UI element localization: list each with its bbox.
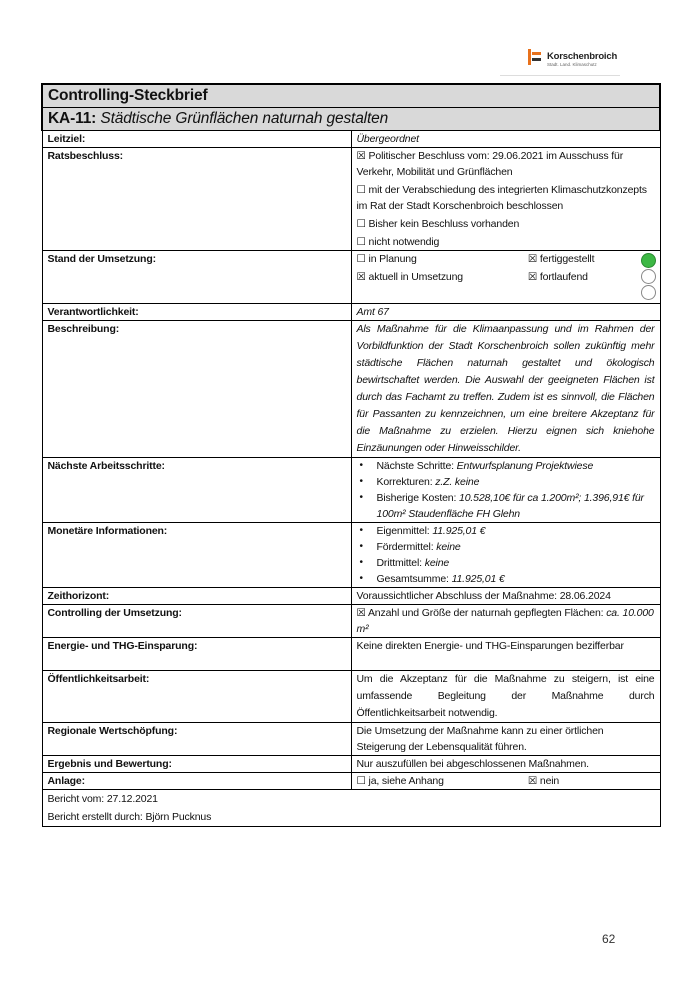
controlling-steckbrief-table [41,83,661,827]
page-number: 62 [602,932,616,946]
value-beschreibung [351,321,660,458]
item-prefix: Drittmittel: [376,557,425,569]
item-value: keine [424,557,450,569]
report-footer [42,790,660,827]
korschenbroich-logo [528,48,628,68]
label-beschreibung: Beschreibung: [42,321,351,458]
value-controlling [351,605,660,638]
row-energie [42,638,660,671]
row-wertschoepfung [42,723,660,756]
traffic-light-yellow [641,269,656,284]
label-energie: Energie- und THG-Einsparung: [42,638,351,671]
label-monetaer: Monetäre Informationen: [42,523,351,588]
value-leitziel [351,131,660,148]
arbeitsschritte-list [357,458,655,522]
logo-tagline: Stadt. Land. Klimaschutz [547,62,597,67]
label-verantwortlichkeit: Verantwortlichkeit: [42,304,351,321]
label-ergebnis: Ergebnis und Bewertung: [42,756,351,773]
row-ratsbeschluss [42,148,660,251]
label-zeithorizont: Zeithorizont: [42,588,351,605]
measure-code: KA-11: [48,110,97,127]
value-wertschoepfung: Die Umsetzung der Maßnahme kann zu einer örtlichen Steigerung der Lebensqualität führen. [351,723,660,756]
bericht-vom: Bericht vom: 27.12.2021 [47,793,158,805]
ratsbeschluss-option-beschluss: ☒ Politischer Beschluss vom: 29.06.2021 im Ausschuss für Verkehr, Mobilität und Grünflächen [356,150,624,178]
value-ergebnis: Nur auszufüllen bei abgeschlossenen Maßnahmen. [351,756,660,773]
ratsbeschluss-option-klimaschutzkonzept: ☐ mit der Verabschiedung des integrierten Klimaschutzkonzepts im Rat der Stadt Korschenbroich beschlossen [356,184,647,212]
row-zeithorizont [42,588,660,605]
anlage-option-ja: ☐ ja, siehe Anhang [356,775,444,787]
list-item [357,474,655,490]
value-arbeitsschritte [351,458,660,523]
value-oeffentlichkeit: Um die Akzeptanz für die Maßnahme zu steigern, ist eine umfassende Begleitung der Maßnahme durch Öffentlichkeitsarbeit notwendig. [351,671,660,723]
item-prefix: Gesamtsumme: [376,573,452,585]
measure-title: Städtische Grünflächen naturnah gestalten [100,110,389,127]
traffic-light-icon [641,253,657,301]
item-prefix: Bisherige Kosten: [376,492,460,504]
row-anlage [42,773,660,790]
item-value: keine [436,541,461,553]
item-value: 11.925,01 € [432,525,486,537]
row-controlling [42,605,660,638]
label-stand: Stand der Umsetzung: [42,251,351,304]
list-item [357,555,655,571]
stand-row-2 [357,269,655,285]
list-item [357,523,655,539]
item-prefix: Fördermittel: [376,541,437,553]
value-zeithorizont: Voraussichtlicher Abschluss der Maßnahme: 28.06.2024 [351,588,660,605]
controlling-text: ☒ Anzahl und Größe der naturnah gepflegten Flächen: [356,607,607,619]
label-anlage: Anlage: [42,773,351,790]
label-controlling: Controlling der Umsetzung: [42,605,351,638]
stand-option-fertiggestellt: ☒ fertiggestellt [527,253,595,265]
list-item [357,458,655,474]
item-value: 10.528,10€ für ca 1.200m²; 1.396,91€ für 100m² Staudenfläche FH Glehn [376,492,644,520]
list-item [357,490,655,522]
item-prefix: Korrekturen: [376,476,436,488]
row-beschreibung [42,321,660,458]
value-ratsbeschluss [351,148,660,251]
anlage-options [357,773,655,789]
ratsbeschluss-option-nicht-notwendig: ☐ nicht notwendig [356,236,440,248]
row-monetaer [42,523,660,588]
value-monetaer [351,523,660,588]
label-ratsbeschluss: Ratsbeschluss: [42,148,351,251]
logo-divider [500,75,620,76]
city-logo-icon [528,49,542,65]
label-wertschoepfung: Regionale Wertschöpfung: [42,723,351,756]
stand-row-1 [357,251,655,267]
row-footer [42,790,660,827]
beschreibung-text: Als Maßnahme für die Klimaanpassung und im Rahmen der Vorbildfunktion der Stadt Korschenbroich sollen zukünftig mehr städtische Flächen naturnah gestaltet und ökologisch bewirtschaftet werden. Die Auswahl der geeigneten Flächen ist durch das Fachamt zu treffen. Zudem ist es sinnvoll, die Flächen für Passanten zu kennzeichnen, um eine breitere Akzeptanz für die Maßnahme zu erzielen. Hierzu eignen sich kniehohe Einzäunungen oder Hinweisschilder. [356,323,655,454]
traffic-light-red [641,285,656,300]
item-prefix: Eigenmittel: [376,525,433,537]
row-verantwortlichkeit [42,304,660,321]
logo-name: Korschenbroich [547,51,618,62]
leitziel-text: Übergeordnet [356,133,419,145]
stand-option-fortlaufend: ☒ fortlaufend [527,271,588,283]
label-leitziel: Leitziel: [42,131,351,148]
item-value: Entwurfsplanung Projektwiese [456,460,594,472]
monetaer-list [357,523,655,587]
measure-heading [42,108,660,131]
row-arbeitsschritte [42,458,660,523]
value-stand [351,251,660,304]
value-anlage [351,773,660,790]
item-value: z.Z. keine [435,476,480,488]
anlage-option-nein: ☒ nein [527,775,560,787]
stand-option-umsetzung: ☒ aktuell in Umsetzung [356,271,463,283]
sheet-title: Controlling-Steckbrief [42,84,660,108]
list-item [357,571,655,587]
stand-option-planung: ☐ in Planung [356,253,417,265]
label-oeffentlichkeit: Öffentlichkeitsarbeit: [42,671,351,723]
value-verantwortlichkeit [351,304,660,321]
value-energie: Keine direkten Energie- und THG-Einsparungen bezifferbar [351,638,660,671]
bericht-erstellt-durch: Bericht erstellt durch: Björn Pucknus [47,811,212,823]
item-prefix: Nächste Schritte: [376,460,457,472]
row-ergebnis [42,756,660,773]
row-leitziel [42,131,660,148]
row-oeffentlichkeit [42,671,660,723]
list-item [357,539,655,555]
ratsbeschluss-option-kein-beschluss: ☐ Bisher kein Beschluss vorhanden [356,218,520,230]
traffic-light-green [641,253,656,268]
verantwortlichkeit-text: Amt 67 [356,306,389,318]
row-stand [42,251,660,304]
item-value: 11.925,01 € [451,573,505,585]
label-arbeitsschritte: Nächste Arbeitsschritte: [42,458,351,523]
controlling-amount: ca. 10.000 m² [356,607,654,635]
